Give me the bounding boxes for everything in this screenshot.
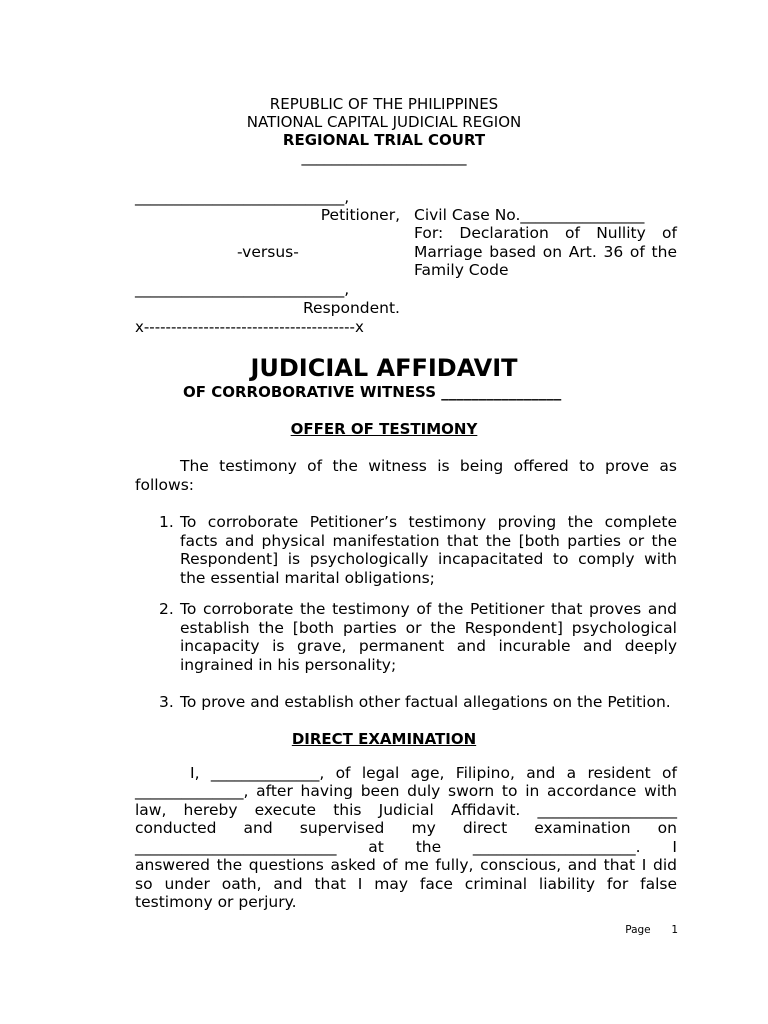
civil-case-number: Civil Case No.________________ (414, 206, 645, 224)
respondent-blank: ___________________________, (135, 280, 350, 298)
offer-item-1-number: 1. (159, 513, 174, 531)
case-for-line1: For: Declaration of Nullity of (414, 224, 677, 242)
direct-exam-line1: I, ______________, of legal age, Filipino, and a resident of (190, 764, 677, 782)
header-region: NATIONAL CAPITAL JUDICIAL REGION (246, 113, 522, 131)
case-for-line3: Family Code (414, 261, 509, 279)
document-title: JUDICIAL AFFIDAVIT (250, 354, 518, 382)
respondent-label: Respondent. (302, 299, 400, 317)
offer-intro-line2: follows: (135, 476, 195, 494)
header-republic: REPUBLIC OF THE PHILIPPINES (269, 95, 499, 113)
offer-item-2-text: To corroborate the testimony of the Petitioner that proves and establish the [both parties or the Respondent] psychological incapacity is grave, permanent and incurable and deeply ingrained in his personality; (180, 600, 677, 674)
direct-exam-line8: testimony or perjury. (135, 893, 297, 911)
direct-exam-line5: __________________________ at the _____________________. I (135, 838, 677, 856)
header-branch-blank: ______________________ (301, 148, 467, 166)
offer-item-3-text: To prove and establish other factual allegations on the Petition. (180, 693, 671, 711)
direct-exam-line6: answered the questions asked of me fully, conscious, and that I did (135, 856, 677, 874)
offer-item-2-number: 2. (159, 600, 174, 618)
direct-exam-line3: law, hereby execute this Judicial Affidavit. __________________ (135, 801, 677, 819)
offer-intro-line1: The testimony of the witness is being offered to prove as (180, 457, 677, 475)
page-footer (625, 924, 678, 936)
direct-exam-line4: conducted and supervised my direct examination on (135, 819, 677, 837)
direct-exam-heading: DIRECT EXAMINATION (291, 730, 477, 748)
versus-label: -versus- (237, 243, 299, 261)
direct-exam-line2: ______________, after having been duly sworn to in accordance with (135, 782, 677, 800)
offer-heading: OFFER OF TESTIMONY (290, 420, 478, 438)
case-for-line2: Marriage based on Art. 36 of the (414, 243, 677, 261)
direct-exam-line7: so under oath, and that I may face criminal liability for false (135, 875, 677, 893)
offer-item-1-text: To corroborate Petitioner’s testimony proving the complete facts and physical manifestation that the [both parties or the Respondent] is psychologically incapacitated to comply with the essential marital obligations; (180, 513, 677, 587)
caption-separator: x---------------------------------------x (135, 318, 364, 336)
header-court: REGIONAL TRIAL COURT (282, 131, 486, 149)
page-label: Page (625, 924, 651, 936)
petitioner-blank: ___________________________, (135, 188, 350, 206)
offer-item-3-number: 3. (159, 693, 174, 711)
petitioner-label: Petitioner, (320, 206, 400, 224)
page-number: 1 (671, 924, 678, 936)
document-subtitle: OF CORROBORATIVE WITNESS ________________ (183, 383, 562, 401)
